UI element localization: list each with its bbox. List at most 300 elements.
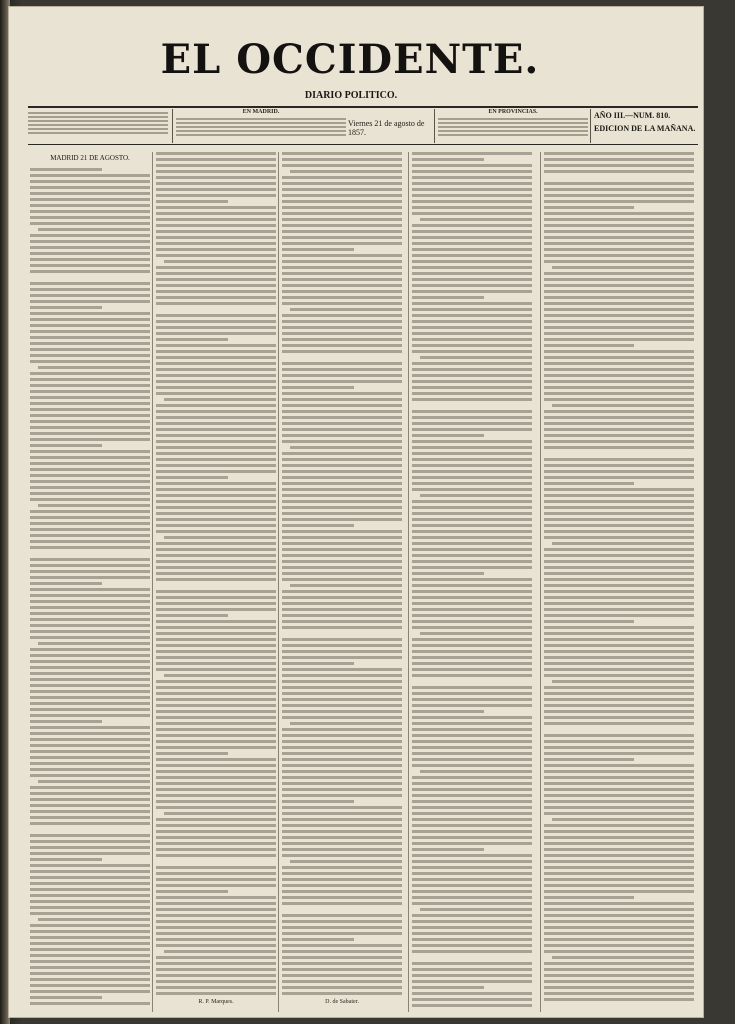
text-line — [412, 794, 532, 797]
text-line — [282, 410, 402, 413]
text-line — [156, 230, 276, 233]
text-line — [30, 432, 150, 435]
text-line — [544, 332, 694, 335]
text-line — [412, 230, 532, 233]
text-line — [156, 698, 276, 701]
text-line — [544, 374, 694, 377]
text-line — [412, 932, 532, 935]
text-line — [30, 174, 150, 177]
text-line — [30, 270, 150, 273]
text-line — [156, 830, 276, 833]
text-line — [156, 362, 276, 365]
text-line — [156, 860, 276, 863]
text-line — [156, 554, 276, 557]
text-line — [282, 332, 402, 335]
text-line — [544, 506, 694, 509]
text-line — [412, 620, 532, 623]
text-line — [156, 464, 276, 467]
text-line — [156, 764, 276, 767]
text-line — [30, 678, 150, 681]
text-line — [544, 476, 694, 479]
text-line — [544, 920, 694, 923]
text-line — [544, 752, 694, 755]
text-line — [412, 368, 532, 371]
text-line — [30, 216, 150, 219]
text-line — [30, 876, 150, 879]
text-line — [156, 290, 276, 293]
text-line — [282, 434, 402, 437]
text-line — [38, 228, 150, 231]
text-line — [30, 756, 150, 759]
text-line — [30, 348, 150, 351]
text-line — [412, 488, 532, 491]
text-line — [30, 444, 102, 447]
text-line — [412, 716, 532, 719]
text-line — [412, 290, 532, 293]
text-line — [30, 426, 150, 429]
text-line — [544, 656, 694, 659]
text-line — [30, 768, 150, 771]
text-line — [156, 164, 276, 167]
text-line — [412, 1004, 532, 1007]
text-line — [412, 248, 532, 251]
text-line — [412, 578, 532, 581]
text-line — [156, 296, 276, 299]
text-line — [552, 680, 694, 683]
text-line — [412, 254, 532, 257]
text-line — [156, 902, 276, 905]
text-line — [30, 600, 150, 603]
text-line — [412, 596, 532, 599]
column-5 — [544, 152, 694, 1014]
text-line — [412, 308, 532, 311]
text-line — [412, 452, 532, 455]
text-line — [30, 690, 150, 693]
text-line — [30, 564, 150, 567]
column-2-text — [156, 152, 276, 995]
text-line — [282, 236, 402, 239]
text-line — [282, 908, 402, 911]
text-line — [544, 596, 694, 599]
text-line — [30, 252, 150, 255]
text-line — [30, 558, 150, 561]
text-line — [544, 212, 694, 215]
text-line — [420, 632, 532, 635]
text-line — [30, 810, 150, 813]
text-line — [544, 950, 694, 953]
text-line — [412, 758, 532, 761]
text-line — [156, 254, 276, 257]
text-line — [412, 326, 532, 329]
text-line — [412, 854, 532, 857]
text-line — [412, 980, 532, 983]
provinces-header: EN PROVINCIAS. — [488, 109, 538, 115]
text-line — [412, 296, 484, 299]
text-line — [282, 338, 402, 341]
text-line — [282, 890, 402, 893]
text-line — [544, 152, 694, 155]
text-line — [30, 684, 150, 687]
text-line — [282, 302, 402, 305]
text-line — [30, 318, 150, 321]
text-line — [156, 548, 276, 551]
text-line — [544, 590, 694, 593]
text-line — [156, 440, 276, 443]
text-line — [544, 620, 634, 623]
text-line — [164, 398, 276, 401]
text-line — [412, 998, 532, 1001]
text-line — [544, 368, 694, 371]
text-line — [412, 212, 532, 215]
column-rule — [408, 152, 409, 1012]
text-line — [412, 464, 532, 467]
text-line — [30, 888, 150, 891]
text-line — [412, 878, 532, 881]
text-line — [38, 504, 150, 507]
text-line — [156, 920, 276, 923]
text-line — [282, 968, 402, 971]
text-line — [282, 974, 402, 977]
text-line — [544, 878, 694, 881]
text-line — [282, 902, 402, 905]
text-line — [30, 534, 150, 537]
text-line — [156, 788, 276, 791]
text-line — [412, 404, 532, 407]
text-line — [412, 866, 532, 869]
text-line — [156, 272, 276, 275]
text-line — [282, 788, 402, 791]
text-line — [412, 410, 532, 413]
text-line — [544, 830, 694, 833]
text-line — [412, 722, 532, 725]
text-line — [30, 774, 150, 777]
text-line — [282, 566, 402, 569]
text-line — [282, 386, 354, 389]
text-line — [282, 212, 402, 215]
text-line — [544, 560, 694, 563]
text-line — [544, 284, 694, 287]
text-line — [30, 894, 150, 897]
text-line — [30, 702, 150, 705]
text-line — [30, 834, 150, 837]
text-line — [30, 498, 150, 501]
text-line — [30, 924, 150, 927]
text-line — [412, 350, 532, 353]
text-line — [544, 734, 694, 737]
text-line — [30, 942, 150, 945]
text-line — [282, 944, 402, 947]
text-line — [30, 672, 150, 675]
text-line — [30, 510, 150, 513]
text-line — [30, 912, 150, 915]
text-line — [282, 572, 402, 575]
column-3-text — [282, 152, 402, 995]
text-line — [282, 590, 402, 593]
text-line — [30, 612, 150, 615]
text-line — [282, 824, 402, 827]
text-line — [544, 650, 694, 653]
text-line — [552, 404, 694, 407]
text-line — [156, 266, 276, 269]
text-line — [282, 284, 402, 287]
text-line — [156, 944, 276, 947]
text-line — [412, 800, 532, 803]
text-line — [544, 200, 694, 203]
text-line — [412, 944, 532, 947]
text-line — [30, 516, 150, 519]
text-line — [156, 686, 276, 689]
text-line — [282, 530, 402, 533]
text-line — [282, 344, 402, 347]
text-line — [30, 234, 150, 237]
text-line — [412, 284, 532, 287]
text-line — [282, 452, 402, 455]
text-line — [156, 980, 276, 983]
text-line — [30, 198, 150, 201]
text-line — [412, 470, 532, 473]
text-line — [544, 554, 694, 557]
text-line — [30, 264, 150, 267]
text-line — [544, 908, 694, 911]
text-line — [156, 932, 276, 935]
text-line — [544, 776, 694, 779]
text-line — [412, 872, 532, 875]
text-line — [544, 206, 634, 209]
text-line — [30, 714, 150, 717]
text-line — [412, 638, 532, 641]
text-line — [30, 738, 150, 741]
text-line — [552, 266, 694, 269]
text-line — [412, 836, 532, 839]
text-line — [156, 404, 276, 407]
text-line — [282, 632, 402, 635]
text-line — [30, 342, 150, 345]
text-line — [156, 866, 276, 869]
madrid-header: EN MADRID. — [242, 109, 280, 115]
text-line — [164, 260, 276, 263]
text-line — [156, 194, 276, 197]
text-line — [282, 782, 402, 785]
text-line — [412, 986, 484, 989]
text-line — [30, 930, 150, 933]
text-line — [30, 582, 102, 585]
text-line — [282, 164, 402, 167]
text-line — [30, 390, 150, 393]
text-line — [282, 224, 402, 227]
text-line — [30, 402, 150, 405]
text-line — [30, 972, 150, 975]
text-line — [412, 686, 532, 689]
text-line — [412, 380, 532, 383]
text-line — [544, 794, 694, 797]
text-line — [282, 854, 402, 857]
text-line — [30, 246, 150, 249]
text-line — [544, 380, 694, 383]
text-line — [30, 990, 150, 993]
text-line — [282, 716, 402, 719]
text-line — [282, 650, 402, 653]
issue-date: Viernes 21 de agosto de 1857. — [348, 119, 425, 137]
text-line — [544, 854, 694, 857]
text-line — [412, 662, 532, 665]
text-line — [544, 260, 694, 263]
text-line — [412, 188, 532, 191]
madrid-box — [176, 109, 346, 138]
text-line — [544, 914, 694, 917]
text-line — [156, 158, 276, 161]
text-line — [282, 728, 402, 731]
text-line — [544, 410, 694, 413]
text-line — [156, 800, 276, 803]
text-line — [30, 882, 150, 885]
text-line — [412, 674, 532, 677]
text-line — [544, 392, 694, 395]
text-line — [156, 650, 276, 653]
text-line — [544, 632, 694, 635]
text-line — [412, 344, 532, 347]
text-line — [156, 224, 276, 227]
text-line — [544, 548, 694, 551]
text-line — [156, 992, 276, 995]
text-line — [282, 260, 402, 263]
text-line — [544, 932, 694, 935]
text-line — [156, 386, 276, 389]
text-line — [282, 242, 402, 245]
text-line — [156, 506, 276, 509]
text-line — [156, 596, 276, 599]
text-line — [282, 842, 402, 845]
text-line — [412, 320, 532, 323]
text-line — [282, 152, 402, 155]
text-line — [282, 848, 402, 851]
text-line — [30, 552, 150, 555]
text-line — [412, 482, 532, 485]
text-line — [412, 158, 484, 161]
subscription-box-left — [28, 109, 168, 136]
text-line — [282, 680, 402, 683]
text-line — [156, 644, 276, 647]
masthead-subtitle: DIARIO POLITICO. — [304, 90, 398, 101]
text-line — [156, 734, 276, 737]
text-line — [282, 872, 402, 875]
text-line — [412, 692, 532, 695]
text-line — [30, 936, 150, 939]
text-line — [412, 656, 532, 659]
text-line — [412, 938, 532, 941]
text-line — [282, 524, 354, 527]
text-line — [30, 648, 150, 651]
text-line — [30, 996, 102, 999]
text-line — [282, 422, 402, 425]
text-line — [30, 792, 150, 795]
text-line — [30, 858, 102, 861]
column-1-heading: MADRID 21 DE AGOSTO. — [50, 154, 130, 162]
text-line — [544, 428, 694, 431]
text-line — [412, 746, 532, 749]
text-line — [30, 594, 150, 597]
text-line — [544, 884, 694, 887]
text-line — [156, 656, 276, 659]
text-line — [544, 422, 694, 425]
text-line — [156, 434, 276, 437]
text-line — [282, 488, 402, 491]
text-line — [544, 710, 694, 713]
text-line — [282, 602, 402, 605]
text-line — [282, 674, 402, 677]
column-rule — [540, 152, 541, 1012]
text-line — [282, 596, 402, 599]
text-line — [282, 494, 402, 497]
text-line — [412, 392, 532, 395]
text-line — [412, 602, 532, 605]
text-line — [412, 332, 532, 335]
text-line — [544, 320, 694, 323]
text-line — [30, 660, 150, 663]
text-line — [156, 422, 276, 425]
text-line — [156, 974, 276, 977]
text-line — [412, 572, 484, 575]
text-line — [156, 314, 276, 317]
text-line — [30, 804, 150, 807]
text-line — [544, 218, 694, 221]
column-5-text — [544, 152, 694, 1007]
text-line — [156, 278, 276, 281]
text-line — [282, 638, 402, 641]
text-line — [412, 176, 532, 179]
text-line — [282, 926, 402, 929]
fine-print — [28, 112, 168, 134]
text-line — [544, 446, 694, 449]
text-line — [282, 512, 402, 515]
text-line — [156, 488, 276, 491]
text-line — [544, 686, 694, 689]
text-line — [282, 932, 402, 935]
column-1-text — [30, 168, 150, 1005]
text-line — [412, 476, 532, 479]
text-line — [412, 536, 532, 539]
text-line — [544, 788, 694, 791]
text-line — [156, 500, 276, 503]
column-1 — [30, 152, 150, 1014]
text-line — [412, 170, 532, 173]
text-line — [30, 300, 150, 303]
text-line — [282, 536, 402, 539]
text-line — [30, 336, 150, 339]
info-divider — [172, 109, 173, 143]
text-line — [544, 812, 694, 815]
text-line — [282, 878, 402, 881]
text-line — [412, 890, 532, 893]
text-line — [544, 296, 694, 299]
text-line — [156, 842, 276, 845]
text-line — [544, 782, 694, 785]
column-2 — [156, 152, 276, 1014]
text-line — [156, 896, 276, 899]
text-line — [282, 176, 402, 179]
text-line — [30, 606, 150, 609]
text-line — [412, 920, 532, 923]
text-line — [412, 398, 532, 401]
text-line — [282, 758, 402, 761]
text-line — [156, 326, 276, 329]
text-line — [544, 314, 694, 317]
text-line — [30, 540, 150, 543]
text-line — [544, 626, 694, 629]
text-line — [544, 326, 694, 329]
text-line — [30, 828, 150, 831]
text-line — [282, 476, 402, 479]
text-line — [282, 278, 402, 281]
